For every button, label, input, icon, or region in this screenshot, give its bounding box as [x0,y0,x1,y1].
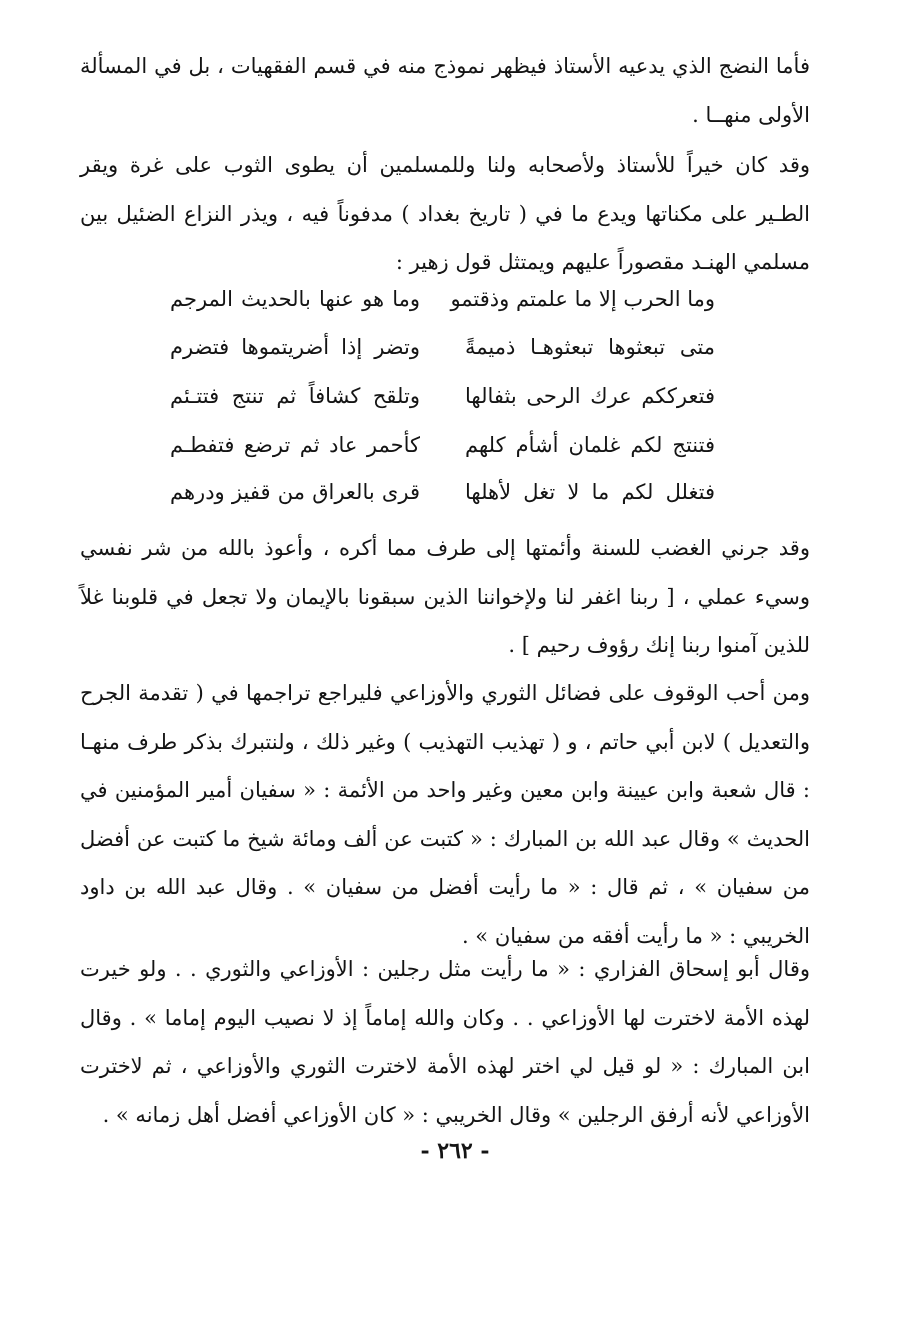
verse-second-hemistich: وما هو عنها بالحديث المرجم [170,287,420,311]
verse-first-hemistich: فتغلل لكم ما لا تغل لأهلها [465,480,715,504]
poem-verse [170,424,715,466]
poem-verse [170,471,715,513]
verse-second-hemistich: كأحمر عاد ثم ترضع فتفطـم [170,433,420,457]
paragraph-supplication: وقد جرني الغضب للسنة وأئمتها إلى طرف مما أكره ، وأعوذ بالله من شر نفسي وسيء عملي ، [ ربنا اغفر لنا ولإخواننا الذين سبقونا بالإيمان ولا تجعل في قلوبنا غلاً للذين آمنوا ربنا إنك رؤوف رحيم ] . [80,536,810,657]
verse-second-hemistich: وتلقح كشافاً ثم تنتج فتتـئم [170,384,420,408]
poem-verse [170,278,715,320]
paragraph-thawri-virtues: ومن أحب الوقوف على فضائل الثوري والأوزاعي فليراجع تراجمها في ( تقدمة الجرح والتعديل ) لابن أبي حاتم ، و ( تهذيب التهذيب ) وغير ذلك ، ولنتبرك بذكر طرف منهـا : قال شعبة وابن عيينة وابن معين وغير واحد من الأئمة : « سفيان أمير المؤمنين في الحديث » وقال عبد الله بن المبارك : « كتبت عن ألف ومائة شيخ ما كتبت عن أفضل من سفيان » ، ثم قال : « ما رأيت أفضل من سفيان » . وقال عبد الله بن داود الخريبي : « ما رأيت أفقه من سفيان » . [80,681,810,948]
poem-verse [170,375,715,417]
paragraph-intro: فأما النضج الذي يدعيه الأستاذ فيظهر نموذج منه في قسم الفقهيات ، بل في المسألة الأولى منهــا . [80,54,810,127]
poem-verse [170,326,715,368]
verse-first-hemistich: فتعرككم عرك الرحى بثفالها [465,384,715,408]
verse-first-hemistich: وما الحرب إلا ما علمتم وذقتمو [450,287,715,311]
verse-second-hemistich: وتضر إذا أضريتموها فتضرم [170,335,420,359]
paragraph-zuhayr-intro: وقد كان خيراً للأستاذ ولأصحابه ولنا وللمسلمين أن يطوى الثوب على غرة ويقر الطـير على مكناتها ويدع ما في ( تاريخ بغداد ) مدفوناً فيه ، ويذر النزاع الضئيل بين مسلمي الهنـد مقصوراً عليهم ويمتثل قول زهير : [80,153,810,274]
verse-second-hemistich: قرى بالعراق من قفيز ودرهم [170,480,420,504]
page-number: - ٢٦٢ - [420,1138,490,1164]
verse-first-hemistich: متى تبعثوها تبعثوهـا ذميمةً [465,335,715,359]
verse-first-hemistich: فتنتج لكم غلمان أشأم كلهم [465,433,715,457]
paragraph-awzai-virtues: وقال أبو إسحاق الفزاري : « ما رأيت مثل رجلين : الأوزاعي والثوري . . ولو خيرت لهذه الأمة لاخترت لها الأوزاعي . . وكان والله إماماً إذ لا نصيب اليوم إماما » . وقال ابن المبارك : « لو قيل لي اختر لهذه الأمة لاخترت الثوري والأوزاعي ، ثم لاخترت الأوزاعي لأنه أرفق الرجلين » وقال الخريبي : « كان الأوزاعي أفضل أهل زمانه » . [80,957,810,1127]
